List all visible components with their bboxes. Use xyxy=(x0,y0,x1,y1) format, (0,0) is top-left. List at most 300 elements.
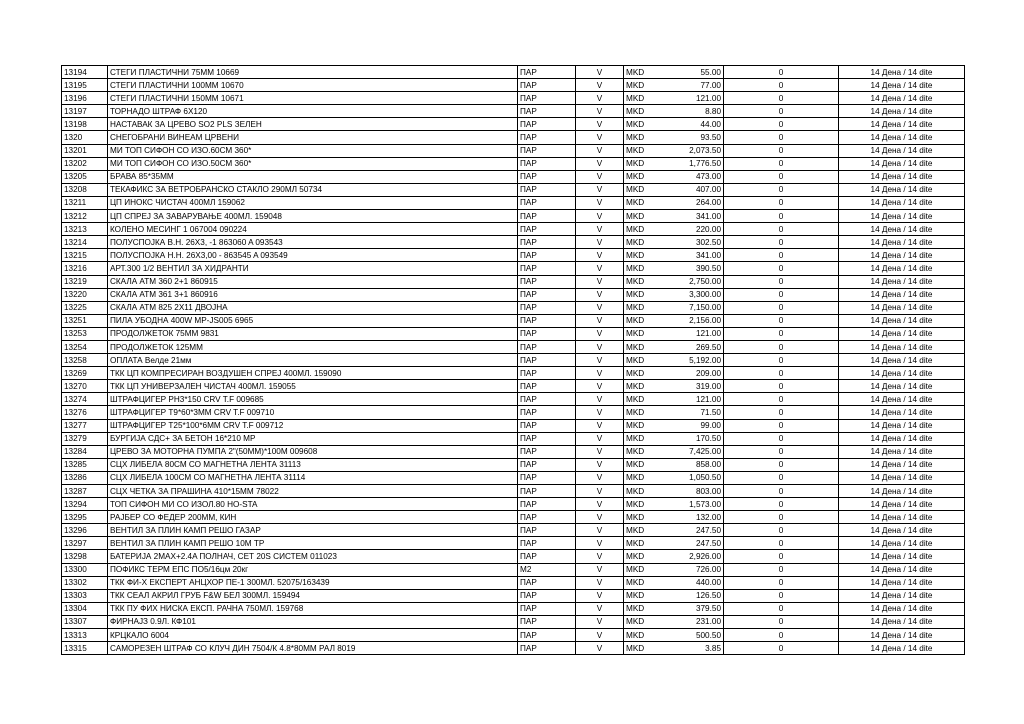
table-row xyxy=(62,642,965,655)
item-code-cell: 13294 xyxy=(62,498,108,511)
item-name-cell: ПРОДОЛЖЕТОК 125ММ xyxy=(108,340,518,353)
table-row xyxy=(62,419,965,432)
unit-cell: ПАР xyxy=(518,66,576,79)
currency-cell: MKD xyxy=(624,537,662,550)
item-name-cell: ВЕНТИЛ ЗА ПЛИН КАМП РЕШО 10М ТР xyxy=(108,537,518,550)
delivery-term-cell: 14 Дена / 14 dite xyxy=(839,105,965,118)
price-cell: 803.00 xyxy=(662,485,724,498)
item-name-cell: ЦРЕВО ЗА МОТОРНА ПУМПА 2"(50ММ)*100М 009608 xyxy=(108,445,518,458)
item-code-cell: 13284 xyxy=(62,445,108,458)
table-row xyxy=(62,629,965,642)
table-row xyxy=(62,550,965,563)
item-code-cell: 13253 xyxy=(62,327,108,340)
price-cell: 2,073.50 xyxy=(662,144,724,157)
delivery-term-cell: 14 Дена / 14 dite xyxy=(839,642,965,655)
item-name-cell: ОПЛАТА Велде 21мм xyxy=(108,354,518,367)
item-name-cell: ЦП ИНОКС ЧИСТАЧ 400МЛ 159062 xyxy=(108,196,518,209)
table-row xyxy=(62,340,965,353)
vat-flag-cell: V xyxy=(576,406,624,419)
table-row xyxy=(62,485,965,498)
quantity-cell: 0 xyxy=(724,432,839,445)
delivery-term-cell: 14 Дена / 14 dite xyxy=(839,183,965,196)
price-cell: 231.00 xyxy=(662,615,724,628)
unit-cell: ПАР xyxy=(518,367,576,380)
vat-flag-cell: V xyxy=(576,249,624,262)
table-row xyxy=(62,92,965,105)
price-list-table xyxy=(61,65,965,655)
currency-cell: MKD xyxy=(624,275,662,288)
vat-flag-cell: V xyxy=(576,602,624,615)
unit-cell: ПАР xyxy=(518,445,576,458)
item-code-cell: 13201 xyxy=(62,144,108,157)
quantity-cell: 0 xyxy=(724,419,839,432)
unit-cell: ПАР xyxy=(518,170,576,183)
item-name-cell: СТЕГИ ПЛАСТИЧНИ 100ММ 10670 xyxy=(108,79,518,92)
quantity-cell: 0 xyxy=(724,118,839,131)
unit-cell: ПАР xyxy=(518,602,576,615)
delivery-term-cell: 14 Дена / 14 dite xyxy=(839,66,965,79)
quantity-cell: 0 xyxy=(724,367,839,380)
quantity-cell: 0 xyxy=(724,223,839,236)
item-name-cell: САМОРЕЗЕН ШТРАФ СО КЛУЧ ДИН 7504/К 4.8*80ММ РАЛ 8019 xyxy=(108,642,518,655)
item-code-cell: 13313 xyxy=(62,629,108,642)
unit-cell: М2 xyxy=(518,563,576,576)
currency-cell: MKD xyxy=(624,144,662,157)
price-cell: 5,192.00 xyxy=(662,354,724,367)
currency-cell: MKD xyxy=(624,183,662,196)
delivery-term-cell: 14 Дена / 14 dite xyxy=(839,380,965,393)
price-cell: 264.00 xyxy=(662,196,724,209)
item-name-cell: СЦХ ЛИБЕЛА 80СМ СО МАГНЕТНА ЛЕНТА 31113 xyxy=(108,458,518,471)
delivery-term-cell: 14 Дена / 14 dite xyxy=(839,131,965,144)
currency-cell: MKD xyxy=(624,367,662,380)
delivery-term-cell: 14 Дена / 14 dite xyxy=(839,354,965,367)
unit-cell: ПАР xyxy=(518,471,576,484)
unit-cell: ПАР xyxy=(518,223,576,236)
unit-cell: ПАР xyxy=(518,314,576,327)
quantity-cell: 0 xyxy=(724,340,839,353)
item-code-cell: 13254 xyxy=(62,340,108,353)
vat-flag-cell: V xyxy=(576,157,624,170)
currency-cell: MKD xyxy=(624,340,662,353)
vat-flag-cell: V xyxy=(576,589,624,602)
vat-flag-cell: V xyxy=(576,432,624,445)
vat-flag-cell: V xyxy=(576,170,624,183)
quantity-cell: 0 xyxy=(724,458,839,471)
currency-cell: MKD xyxy=(624,576,662,589)
vat-flag-cell: V xyxy=(576,524,624,537)
delivery-term-cell: 14 Дена / 14 dite xyxy=(839,236,965,249)
unit-cell: ПАР xyxy=(518,537,576,550)
quantity-cell: 0 xyxy=(724,563,839,576)
currency-cell: MKD xyxy=(624,550,662,563)
table-row xyxy=(62,183,965,196)
item-code-cell: 13269 xyxy=(62,367,108,380)
table-row xyxy=(62,118,965,131)
price-cell: 1,573.00 xyxy=(662,498,724,511)
quantity-cell: 0 xyxy=(724,380,839,393)
price-cell: 7,425.00 xyxy=(662,445,724,458)
vat-flag-cell: V xyxy=(576,262,624,275)
quantity-cell: 0 xyxy=(724,210,839,223)
item-code-cell: 13297 xyxy=(62,537,108,550)
item-code-cell: 1320 xyxy=(62,131,108,144)
currency-cell: MKD xyxy=(624,393,662,406)
quantity-cell: 0 xyxy=(724,576,839,589)
item-code-cell: 13219 xyxy=(62,275,108,288)
price-cell: 247.50 xyxy=(662,524,724,537)
currency-cell: MKD xyxy=(624,301,662,314)
price-cell: 170.50 xyxy=(662,432,724,445)
price-cell: 269.50 xyxy=(662,340,724,353)
price-cell: 99.00 xyxy=(662,419,724,432)
currency-cell: MKD xyxy=(624,419,662,432)
table-row xyxy=(62,458,965,471)
currency-cell: MKD xyxy=(624,105,662,118)
price-cell: 341.00 xyxy=(662,249,724,262)
delivery-term-cell: 14 Дена / 14 dite xyxy=(839,367,965,380)
delivery-term-cell: 14 Дена / 14 dite xyxy=(839,511,965,524)
item-name-cell: ФИРНАЈЗ 0.9Л. КФ101 xyxy=(108,615,518,628)
delivery-term-cell: 14 Дена / 14 dite xyxy=(839,432,965,445)
currency-cell: MKD xyxy=(624,262,662,275)
quantity-cell: 0 xyxy=(724,615,839,628)
item-name-cell: ТЕКАФИКС ЗА ВЕТРОБРАНСКО СТАКЛО 290МЛ 50734 xyxy=(108,183,518,196)
table-row xyxy=(62,563,965,576)
table-row xyxy=(62,354,965,367)
delivery-term-cell: 14 Дена / 14 dite xyxy=(839,210,965,223)
item-name-cell: ВЕНТИЛ ЗА ПЛИН КАМП РЕШО ГАЗАР xyxy=(108,524,518,537)
item-code-cell: 13298 xyxy=(62,550,108,563)
vat-flag-cell: V xyxy=(576,511,624,524)
currency-cell: MKD xyxy=(624,66,662,79)
currency-cell: MKD xyxy=(624,354,662,367)
item-code-cell: 13213 xyxy=(62,223,108,236)
unit-cell: ПАР xyxy=(518,406,576,419)
quantity-cell: 0 xyxy=(724,485,839,498)
item-code-cell: 13225 xyxy=(62,301,108,314)
item-name-cell: СНЕГОБРАНИ ВИНЕАМ ЦРВЕНИ xyxy=(108,131,518,144)
vat-flag-cell: V xyxy=(576,340,624,353)
delivery-term-cell: 14 Дена / 14 dite xyxy=(839,589,965,602)
delivery-term-cell: 14 Дена / 14 dite xyxy=(839,458,965,471)
table-row xyxy=(62,144,965,157)
item-name-cell: ПИЛА УБОДНА 400W MP-JS005 6965 xyxy=(108,314,518,327)
item-name-cell: СКАЛА АТМ 361 3+1 860916 xyxy=(108,288,518,301)
item-code-cell: 13205 xyxy=(62,170,108,183)
delivery-term-cell: 14 Дена / 14 dite xyxy=(839,445,965,458)
unit-cell: ПАР xyxy=(518,131,576,144)
vat-flag-cell: V xyxy=(576,183,624,196)
item-code-cell: 13195 xyxy=(62,79,108,92)
item-code-cell: 13194 xyxy=(62,66,108,79)
price-cell: 209.00 xyxy=(662,367,724,380)
currency-cell: MKD xyxy=(624,327,662,340)
item-code-cell: 13215 xyxy=(62,249,108,262)
delivery-term-cell: 14 Дена / 14 dite xyxy=(839,406,965,419)
delivery-term-cell: 14 Дена / 14 dite xyxy=(839,262,965,275)
table-row xyxy=(62,393,965,406)
vat-flag-cell: V xyxy=(576,236,624,249)
vat-flag-cell: V xyxy=(576,66,624,79)
vat-flag-cell: V xyxy=(576,354,624,367)
currency-cell: MKD xyxy=(624,157,662,170)
delivery-term-cell: 14 Дена / 14 dite xyxy=(839,550,965,563)
quantity-cell: 0 xyxy=(724,524,839,537)
unit-cell: ПАР xyxy=(518,354,576,367)
currency-cell: MKD xyxy=(624,445,662,458)
price-cell: 3,300.00 xyxy=(662,288,724,301)
unit-cell: ПАР xyxy=(518,485,576,498)
table-row xyxy=(62,262,965,275)
item-name-cell: ПРОДОЛЖЕТОК 75ММ 9831 xyxy=(108,327,518,340)
price-cell: 341.00 xyxy=(662,210,724,223)
item-code-cell: 13212 xyxy=(62,210,108,223)
currency-cell: MKD xyxy=(624,406,662,419)
price-cell: 7,150.00 xyxy=(662,301,724,314)
table-row xyxy=(62,498,965,511)
table-row xyxy=(62,223,965,236)
price-cell: 71.50 xyxy=(662,406,724,419)
table-row xyxy=(62,288,965,301)
item-name-cell: КРЦКАЛО 6004 xyxy=(108,629,518,642)
price-cell: 390.50 xyxy=(662,262,724,275)
item-name-cell: ТОП СИФОН МИ СО ИЗОЛ.80 HO-STA xyxy=(108,498,518,511)
currency-cell: MKD xyxy=(624,498,662,511)
vat-flag-cell: V xyxy=(576,288,624,301)
currency-cell: MKD xyxy=(624,249,662,262)
item-code-cell: 13303 xyxy=(62,589,108,602)
price-cell: 55.00 xyxy=(662,66,724,79)
item-name-cell: ТКК ЦП КОМПРЕСИРАН ВОЗДУШЕН СПРЕЈ 400МЛ. 159090 xyxy=(108,367,518,380)
item-code-cell: 13251 xyxy=(62,314,108,327)
table-row xyxy=(62,471,965,484)
item-name-cell: МИ ТОП СИФОН СО ИЗО.60СМ 360* xyxy=(108,144,518,157)
quantity-cell: 0 xyxy=(724,66,839,79)
item-name-cell: БРАВА 85*35ММ xyxy=(108,170,518,183)
quantity-cell: 0 xyxy=(724,196,839,209)
vat-flag-cell: V xyxy=(576,498,624,511)
price-cell: 8.80 xyxy=(662,105,724,118)
delivery-term-cell: 14 Дена / 14 dite xyxy=(839,223,965,236)
currency-cell: MKD xyxy=(624,170,662,183)
table-row xyxy=(62,524,965,537)
table-body xyxy=(62,66,965,655)
currency-cell: MKD xyxy=(624,629,662,642)
table-row xyxy=(62,537,965,550)
quantity-cell: 0 xyxy=(724,288,839,301)
currency-cell: MKD xyxy=(624,92,662,105)
quantity-cell: 0 xyxy=(724,406,839,419)
currency-cell: MKD xyxy=(624,79,662,92)
price-cell: 121.00 xyxy=(662,92,724,105)
item-name-cell: ПОЛУСПОЈКА Н.Н. 26X3,00 - 863545 A 093549 xyxy=(108,249,518,262)
unit-cell: ПАР xyxy=(518,419,576,432)
item-code-cell: 13277 xyxy=(62,419,108,432)
table-row xyxy=(62,275,965,288)
unit-cell: ПАР xyxy=(518,615,576,628)
table-row xyxy=(62,301,965,314)
item-name-cell: СЦХ ЧЕТКА ЗА ПРАШИНА 410*15ММ 78022 xyxy=(108,485,518,498)
vat-flag-cell: V xyxy=(576,471,624,484)
delivery-term-cell: 14 Дена / 14 dite xyxy=(839,249,965,262)
quantity-cell: 0 xyxy=(724,105,839,118)
delivery-term-cell: 14 Дена / 14 dite xyxy=(839,471,965,484)
item-name-cell: СТЕГИ ПЛАСТИЧНИ 75ММ 10669 xyxy=(108,66,518,79)
item-name-cell: РАЈБЕР СО ФЕДЕР 200ММ, КИН xyxy=(108,511,518,524)
vat-flag-cell: V xyxy=(576,537,624,550)
item-code-cell: 13296 xyxy=(62,524,108,537)
currency-cell: MKD xyxy=(624,314,662,327)
table-row xyxy=(62,79,965,92)
vat-flag-cell: V xyxy=(576,105,624,118)
price-cell: 473.00 xyxy=(662,170,724,183)
price-cell: 3.85 xyxy=(662,642,724,655)
delivery-term-cell: 14 Дена / 14 dite xyxy=(839,563,965,576)
item-code-cell: 13295 xyxy=(62,511,108,524)
item-code-cell: 13198 xyxy=(62,118,108,131)
table-row xyxy=(62,249,965,262)
table-row xyxy=(62,576,965,589)
delivery-term-cell: 14 Дена / 14 dite xyxy=(839,485,965,498)
vat-flag-cell: V xyxy=(576,550,624,563)
quantity-cell: 0 xyxy=(724,471,839,484)
item-name-cell: НАСТАВАК ЗА ЦРЕВО SO2 PLS ЗЕЛЕН xyxy=(108,118,518,131)
table-row xyxy=(62,589,965,602)
item-name-cell: ПОЛУСПОЈКА В.Н. 26X3, -1 863060 A 093543 xyxy=(108,236,518,249)
vat-flag-cell: V xyxy=(576,131,624,144)
table-row xyxy=(62,615,965,628)
vat-flag-cell: V xyxy=(576,563,624,576)
unit-cell: ПАР xyxy=(518,340,576,353)
currency-cell: MKD xyxy=(624,524,662,537)
vat-flag-cell: V xyxy=(576,367,624,380)
item-name-cell: ШТРАФЦИГЕР PH3*150 CRV T.F 009685 xyxy=(108,393,518,406)
delivery-term-cell: 14 Дена / 14 dite xyxy=(839,327,965,340)
item-name-cell: БАТЕРИЈА 2MAX+2.4A ПОЛНАЧ, СЕТ 20S СИСТЕМ 011023 xyxy=(108,550,518,563)
table-row xyxy=(62,445,965,458)
quantity-cell: 0 xyxy=(724,642,839,655)
price-cell: 319.00 xyxy=(662,380,724,393)
delivery-term-cell: 14 Дена / 14 dite xyxy=(839,537,965,550)
currency-cell: MKD xyxy=(624,471,662,484)
unit-cell: ПАР xyxy=(518,642,576,655)
item-name-cell: СКАЛА АТМ 825 2X11 ДВОЈНА xyxy=(108,301,518,314)
table-row xyxy=(62,511,965,524)
item-name-cell: СЦХ ЛИБЕЛА 100СМ СО МАГНЕТНА ЛЕНТА 31114 xyxy=(108,471,518,484)
item-code-cell: 13211 xyxy=(62,196,108,209)
vat-flag-cell: V xyxy=(576,314,624,327)
delivery-term-cell: 14 Дена / 14 dite xyxy=(839,576,965,589)
unit-cell: ПАР xyxy=(518,524,576,537)
delivery-term-cell: 14 Дена / 14 dite xyxy=(839,629,965,642)
table-row xyxy=(62,210,965,223)
vat-flag-cell: V xyxy=(576,458,624,471)
delivery-term-cell: 14 Дена / 14 dite xyxy=(839,340,965,353)
quantity-cell: 0 xyxy=(724,498,839,511)
table-row xyxy=(62,602,965,615)
quantity-cell: 0 xyxy=(724,511,839,524)
quantity-cell: 0 xyxy=(724,157,839,170)
delivery-term-cell: 14 Дена / 14 dite xyxy=(839,524,965,537)
vat-flag-cell: V xyxy=(576,196,624,209)
quantity-cell: 0 xyxy=(724,589,839,602)
unit-cell: ПАР xyxy=(518,249,576,262)
delivery-term-cell: 14 Дена / 14 dite xyxy=(839,615,965,628)
quantity-cell: 0 xyxy=(724,602,839,615)
item-name-cell: ТКК ЦП УНИВЕРЗАЛЕН ЧИСТАЧ 400МЛ. 159055 xyxy=(108,380,518,393)
price-cell: 132.00 xyxy=(662,511,724,524)
unit-cell: ПАР xyxy=(518,275,576,288)
vat-flag-cell: V xyxy=(576,118,624,131)
price-cell: 1,050.50 xyxy=(662,471,724,484)
price-cell: 220.00 xyxy=(662,223,724,236)
currency-cell: MKD xyxy=(624,615,662,628)
quantity-cell: 0 xyxy=(724,393,839,406)
delivery-term-cell: 14 Дена / 14 dite xyxy=(839,118,965,131)
price-cell: 93.50 xyxy=(662,131,724,144)
item-name-cell: ЦП СПРЕЈ ЗА ЗАВАРУВАЊЕ 400МЛ. 159048 xyxy=(108,210,518,223)
price-cell: 77.00 xyxy=(662,79,724,92)
item-name-cell: ТКК ФИ-Х ЕКСПЕРТ АНЦХОР ПЕ-1 300МЛ. 52075/163439 xyxy=(108,576,518,589)
unit-cell: ПАР xyxy=(518,144,576,157)
item-name-cell: КОЛЕНО МЕСИНГ 1 067004 090224 xyxy=(108,223,518,236)
delivery-term-cell: 14 Дена / 14 dite xyxy=(839,196,965,209)
unit-cell: ПАР xyxy=(518,498,576,511)
delivery-term-cell: 14 Дена / 14 dite xyxy=(839,79,965,92)
table-row xyxy=(62,196,965,209)
delivery-term-cell: 14 Дена / 14 dite xyxy=(839,288,965,301)
quantity-cell: 0 xyxy=(724,183,839,196)
item-code-cell: 13287 xyxy=(62,485,108,498)
item-code-cell: 13202 xyxy=(62,157,108,170)
vat-flag-cell: V xyxy=(576,301,624,314)
vat-flag-cell: V xyxy=(576,642,624,655)
item-code-cell: 13270 xyxy=(62,380,108,393)
item-code-cell: 13279 xyxy=(62,432,108,445)
item-name-cell: АРТ.300 1/2 ВЕНТИЛ ЗА ХИДРАНТИ xyxy=(108,262,518,275)
quantity-cell: 0 xyxy=(724,262,839,275)
table-row xyxy=(62,380,965,393)
item-name-cell: ШТРАФЦИГЕР T9*60*3ММ CRV T.F 009710 xyxy=(108,406,518,419)
currency-cell: MKD xyxy=(624,642,662,655)
unit-cell: ПАР xyxy=(518,629,576,642)
currency-cell: MKD xyxy=(624,223,662,236)
item-name-cell: ПОФИКС ТЕРМ ЕПС ПО5/16цм 20кг xyxy=(108,563,518,576)
item-name-cell: ШТРАФЦИГЕР T25*100*6ММ CRV T.F 009712 xyxy=(108,419,518,432)
unit-cell: ПАР xyxy=(518,262,576,275)
quantity-cell: 0 xyxy=(724,629,839,642)
table-row xyxy=(62,314,965,327)
item-code-cell: 13214 xyxy=(62,236,108,249)
quantity-cell: 0 xyxy=(724,144,839,157)
currency-cell: MKD xyxy=(624,210,662,223)
item-code-cell: 13302 xyxy=(62,576,108,589)
price-cell: 407.00 xyxy=(662,183,724,196)
currency-cell: MKD xyxy=(624,380,662,393)
vat-flag-cell: V xyxy=(576,629,624,642)
price-cell: 2,750.00 xyxy=(662,275,724,288)
quantity-cell: 0 xyxy=(724,550,839,563)
quantity-cell: 0 xyxy=(724,79,839,92)
table-row xyxy=(62,66,965,79)
vat-flag-cell: V xyxy=(576,223,624,236)
unit-cell: ПАР xyxy=(518,157,576,170)
price-cell: 44.00 xyxy=(662,118,724,131)
quantity-cell: 0 xyxy=(724,92,839,105)
currency-cell: MKD xyxy=(624,432,662,445)
currency-cell: MKD xyxy=(624,602,662,615)
